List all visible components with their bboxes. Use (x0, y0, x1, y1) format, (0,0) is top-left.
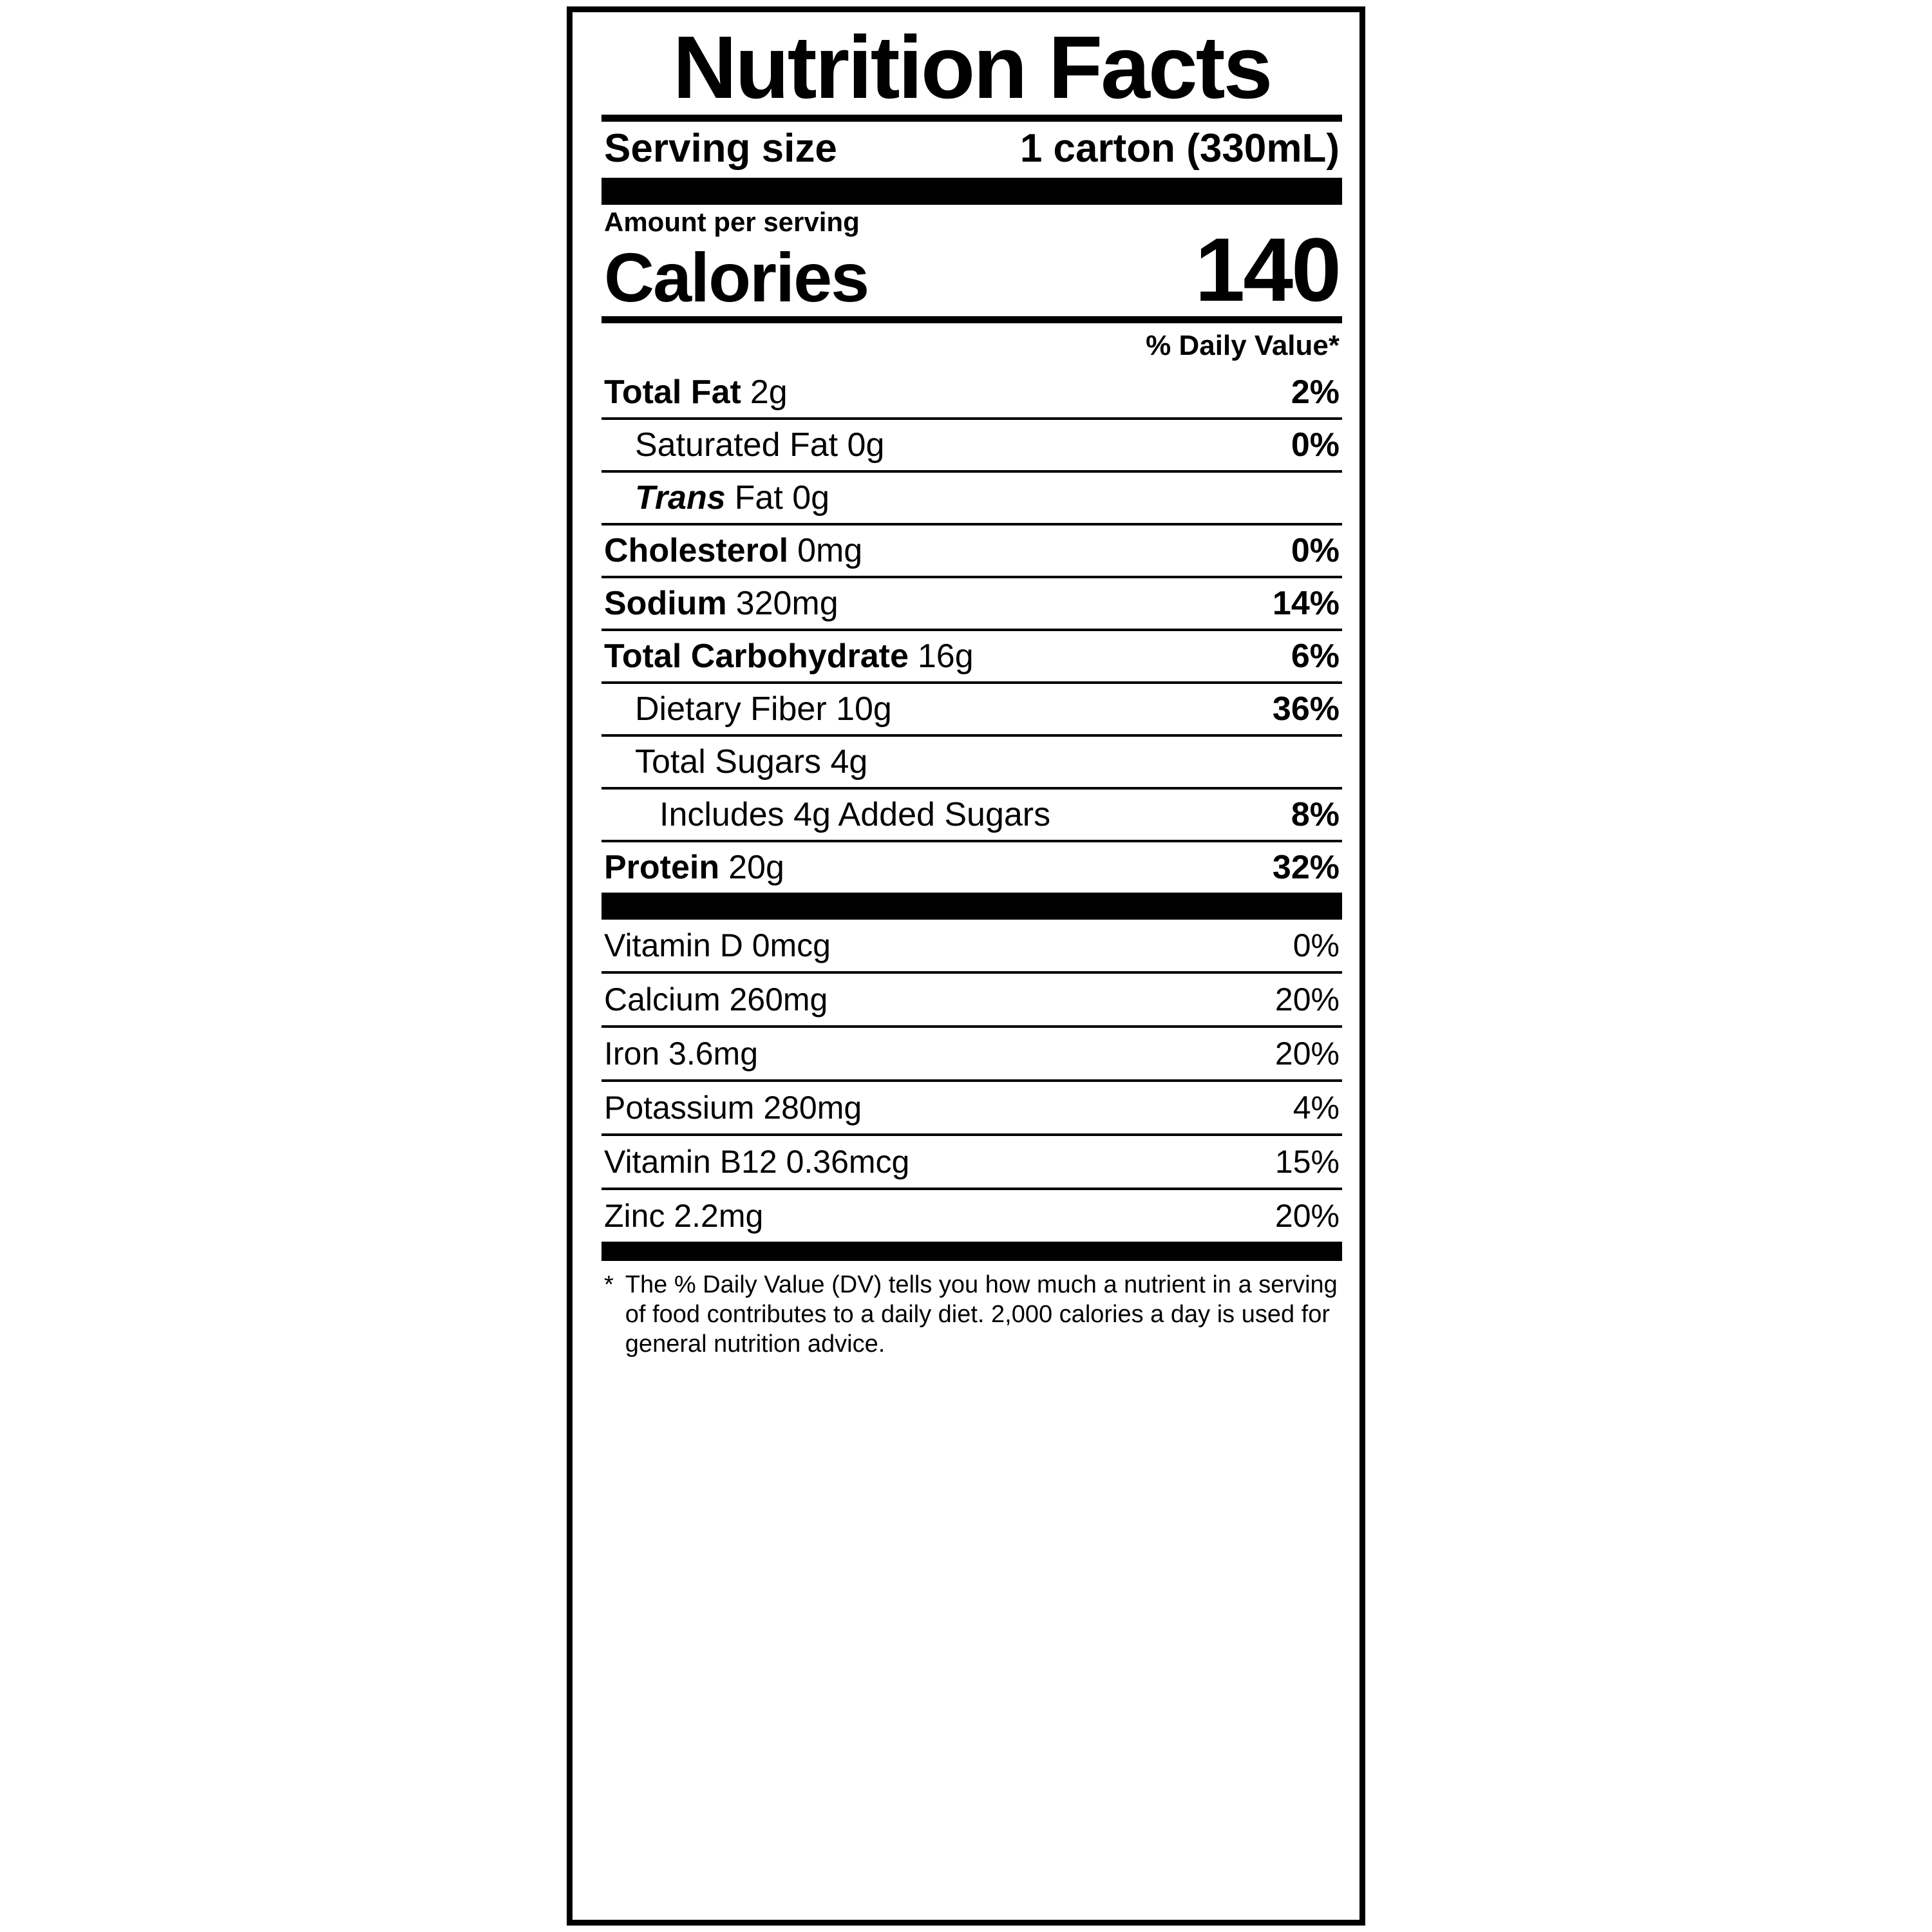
nutrient-name-rest: 20g (728, 848, 784, 886)
nutrient-name-rest: 320mg (735, 584, 838, 622)
divider-thick-top (601, 178, 1342, 205)
nutrient-row (601, 790, 1342, 842)
nutrient-row (601, 420, 1342, 473)
vitamin-name: Vitamin D 0mcg (604, 927, 831, 963)
nutrient-name-rest: Fat 0g (734, 478, 830, 516)
vitamin-name: Vitamin B12 0.36mcg (604, 1143, 910, 1180)
nutrient-name (604, 584, 838, 623)
nutrient-daily-value: 2% (1291, 373, 1340, 411)
nutrient-daily-value: 14% (1272, 584, 1340, 622)
nutrient-name-bold: Protein (604, 848, 720, 886)
nutrient-row (601, 684, 1342, 737)
nutrient-name (604, 531, 862, 570)
nutrient-list (601, 367, 1342, 893)
vitamin-row (601, 974, 1342, 1028)
nutrient-row (601, 473, 1342, 526)
vitamin-name: Potassium 280mg (604, 1089, 862, 1126)
nutrient-daily-value: 6% (1291, 637, 1340, 675)
nutrient-name (604, 848, 784, 887)
divider-thick-bottom (601, 1242, 1342, 1261)
serving-size-label: Serving size (604, 126, 837, 171)
nutrient-name-rest: Saturated Fat 0g (635, 426, 885, 464)
vitamin-daily-value: 20% (1274, 1197, 1340, 1234)
nutrient-name (635, 690, 892, 728)
nutrient-name-rest: 2g (750, 373, 788, 411)
footnote (601, 1261, 1342, 1359)
nutrient-row (601, 631, 1342, 684)
vitamin-daily-value: 0% (1293, 927, 1340, 963)
nutrient-name-rest: 16g (917, 637, 974, 675)
calories-label: Calories (604, 238, 869, 316)
footnote-star: * (604, 1271, 614, 1298)
nutrition-facts-panel (567, 6, 1365, 1926)
nutrient-daily-value: 32% (1272, 848, 1340, 886)
nutrient-row (601, 578, 1342, 631)
vitamin-daily-value: 15% (1274, 1143, 1340, 1180)
nutrient-name-bold: Trans (635, 478, 726, 516)
nutrient-name (635, 743, 867, 781)
vitamin-name: Zinc 2.2mg (604, 1197, 764, 1234)
nutrient-name-bold: Total Carbohydrate (604, 637, 909, 675)
amount-per-serving-label: Amount per serving (604, 206, 860, 237)
nutrient-name (604, 373, 788, 412)
nutrient-row (601, 842, 1342, 893)
nutrient-daily-value: 0% (1291, 426, 1340, 464)
nutrient-name-bold: Cholesterol (604, 531, 789, 569)
vitamin-name: Iron 3.6mg (604, 1035, 759, 1072)
nutrient-row (601, 526, 1342, 578)
page-title: Nutrition Facts (672, 18, 1271, 117)
vitamin-daily-value: 20% (1274, 981, 1340, 1018)
vitamin-daily-value: 4% (1293, 1089, 1340, 1126)
vitamin-row (601, 1136, 1342, 1190)
nutrient-name-bold: Total Fat (604, 373, 741, 411)
vitamin-row (601, 1028, 1342, 1082)
nutrition-facts-inner (601, 19, 1342, 1359)
nutrient-name (635, 478, 829, 517)
nutrient-name-rest: Dietary Fiber 10g (635, 690, 892, 728)
nutrient-name (659, 795, 1050, 834)
serving-size-row (601, 122, 1342, 178)
vitamin-row (601, 1190, 1342, 1242)
vitamin-row (601, 920, 1342, 974)
nutrient-row (601, 367, 1342, 420)
nutrient-row (601, 737, 1342, 790)
nutrient-daily-value: 36% (1272, 690, 1340, 728)
nutrient-name-bold: Sodium (604, 584, 727, 622)
divider-thick-middle (601, 893, 1342, 920)
vitamin-daily-value: 20% (1274, 1035, 1340, 1072)
calories-value: 140 (1195, 218, 1340, 320)
vitamin-list (601, 920, 1342, 1242)
daily-value-header: % Daily Value* (1146, 329, 1340, 361)
nutrient-name-rest: 0mg (797, 531, 863, 569)
nutrient-name (635, 426, 884, 464)
footnote-text: The % Daily Value (DV) tells you how much a nutrient in a serving of food contributes to a daily diet. 2,000 calories a day is used for general nutrition advice. (625, 1271, 1338, 1358)
nutrient-name (604, 637, 974, 676)
nutrient-daily-value: 0% (1291, 531, 1340, 569)
serving-size-value: 1 carton (330mL) (1019, 126, 1340, 171)
nutrient-daily-value: 8% (1291, 795, 1340, 833)
nutrient-name-rest: Total Sugars 4g (635, 743, 868, 781)
vitamin-row (601, 1082, 1342, 1136)
vitamin-name: Calcium 260mg (604, 981, 828, 1018)
nutrient-name-rest: Includes 4g Added Sugars (659, 795, 1051, 833)
